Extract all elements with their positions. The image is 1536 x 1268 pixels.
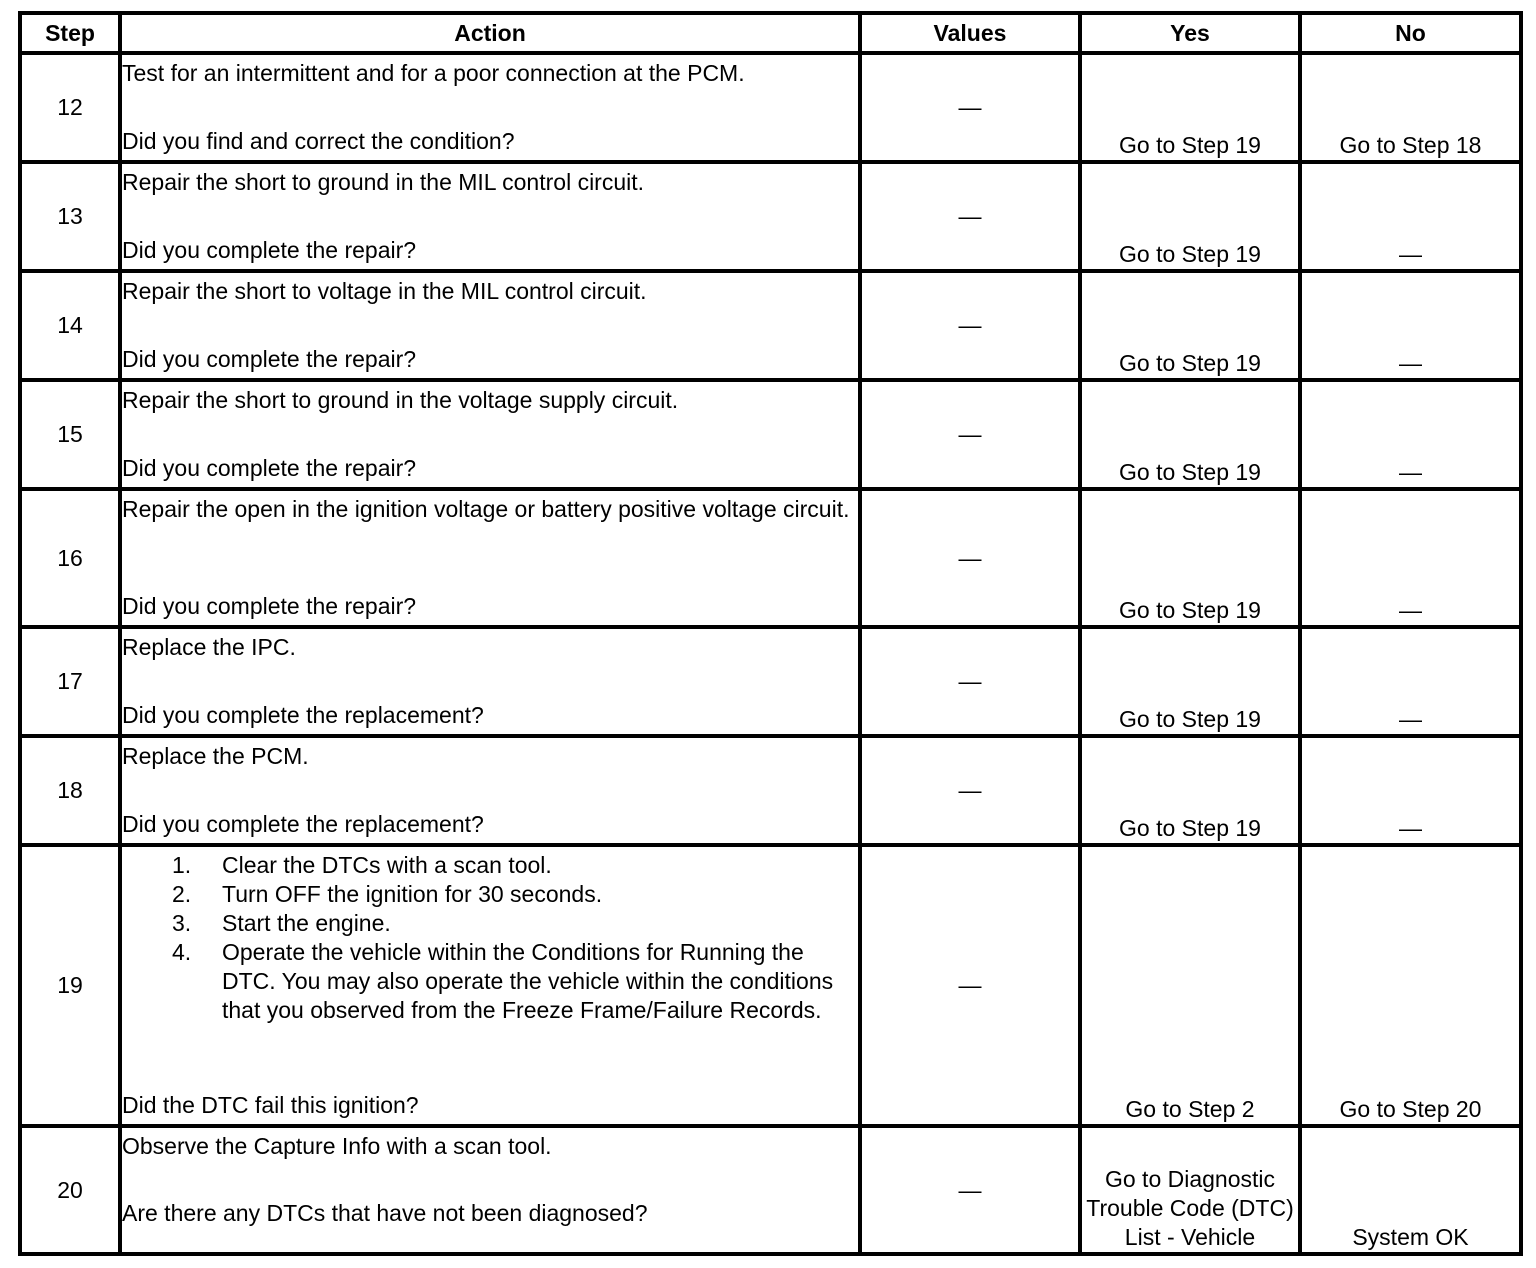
- no-cell: —: [1300, 162, 1521, 271]
- no-cell: Go to Step 18: [1300, 53, 1521, 162]
- step-number: 13: [20, 162, 120, 271]
- table-row: [20, 489, 1521, 627]
- values-cell: —: [860, 162, 1080, 271]
- list-item-text: Turn OFF the ignition for 30 seconds.: [222, 881, 603, 907]
- values-cell: —: [860, 845, 1080, 1126]
- list-item-text: Operate the vehicle within the Conditions for Running the DTC. You may also operate the vehicle within the conditions that you observed from the Freeze Frame/Failure Records.: [222, 939, 834, 1023]
- diagnostic-table: [18, 11, 1523, 1256]
- step-number: 14: [20, 271, 120, 380]
- yes-cell: Go to Step 19: [1080, 489, 1300, 627]
- action-question: Are there any DTCs that have not been diagnosed?: [122, 1200, 648, 1226]
- action-question: Did you complete the repair?: [122, 237, 417, 263]
- header-step: Step: [20, 13, 120, 53]
- action-cell: [120, 53, 860, 162]
- header-yes: Yes: [1080, 13, 1300, 53]
- action-cell: [120, 845, 860, 1126]
- action-text: Test for an intermittent and for a poor connection at the PCM.: [122, 60, 745, 86]
- no-cell: —: [1300, 736, 1521, 845]
- step-number: 20: [20, 1126, 120, 1254]
- action-cell: [120, 162, 860, 271]
- table-row: [20, 162, 1521, 271]
- values-cell: —: [860, 1126, 1080, 1254]
- table-row: [20, 627, 1521, 736]
- table-row: [20, 736, 1521, 845]
- yes-cell: Go to Step 19: [1080, 736, 1300, 845]
- list-item-number: 4.: [172, 939, 192, 965]
- action-cell: [120, 271, 860, 380]
- header-row: [20, 13, 1521, 53]
- values-cell: —: [860, 271, 1080, 380]
- action-text: Repair the short to ground in the MIL control circuit.: [122, 169, 645, 195]
- list-item: [172, 909, 858, 938]
- list-item: [172, 851, 858, 880]
- yes-cell: Go to Step 19: [1080, 380, 1300, 489]
- action-text: Repair the open in the ignition voltage or battery positive voltage circuit.: [122, 496, 850, 522]
- action-question: Did you complete the repair?: [122, 593, 417, 619]
- action-cell: [120, 736, 860, 845]
- action-text: Repair the short to ground in the voltage supply circuit.: [122, 387, 679, 413]
- header-no: No: [1300, 13, 1521, 53]
- no-cell: —: [1300, 627, 1521, 736]
- values-cell: —: [860, 53, 1080, 162]
- step-number: 17: [20, 627, 120, 736]
- action-text: Replace the IPC.: [122, 634, 296, 660]
- yes-cell: Go to Step 19: [1080, 53, 1300, 162]
- step-number: 19: [20, 845, 120, 1126]
- yes-cell: Go to Step 19: [1080, 162, 1300, 271]
- action-cell: [120, 380, 860, 489]
- table-row: [20, 271, 1521, 380]
- header-action: Action: [120, 13, 860, 53]
- table-row: [20, 845, 1521, 1126]
- step-number: 15: [20, 380, 120, 489]
- yes-cell: Go to Diagnostic Trouble Code (DTC) List - Vehicle: [1080, 1126, 1300, 1254]
- list-item-number: 2.: [172, 881, 192, 907]
- no-cell: —: [1300, 489, 1521, 627]
- action-question: Did you find and correct the condition?: [122, 128, 515, 154]
- action-question: Did you complete the replacement?: [122, 811, 484, 837]
- action-cell: [120, 627, 860, 736]
- action-text: Replace the PCM.: [122, 743, 309, 769]
- action-text: Repair the short to voltage in the MIL control circuit.: [122, 278, 647, 304]
- list-item-number: 3.: [172, 910, 192, 936]
- list-item-number: 1.: [172, 852, 192, 878]
- action-question: Did you complete the repair?: [122, 455, 417, 481]
- step-number: 12: [20, 53, 120, 162]
- table-row: [20, 380, 1521, 489]
- list-item: [172, 938, 858, 1025]
- action-cell: [120, 489, 860, 627]
- no-cell: —: [1300, 380, 1521, 489]
- yes-cell: Go to Step 19: [1080, 627, 1300, 736]
- values-cell: —: [860, 380, 1080, 489]
- values-cell: —: [860, 736, 1080, 845]
- table-row: [20, 1126, 1521, 1254]
- action-question: Did you complete the repair?: [122, 346, 417, 372]
- action-question: Did you complete the replacement?: [122, 702, 484, 728]
- list-item-text: Clear the DTCs with a scan tool.: [222, 852, 552, 878]
- action-cell: [120, 1126, 860, 1254]
- values-cell: —: [860, 489, 1080, 627]
- table-row: [20, 53, 1521, 162]
- action-question: Did the DTC fail this ignition?: [122, 1092, 419, 1118]
- no-cell: —: [1300, 271, 1521, 380]
- yes-cell: Go to Step 19: [1080, 271, 1300, 380]
- no-cell: Go to Step 20: [1300, 845, 1521, 1126]
- list-item: [172, 880, 858, 909]
- header-values: Values: [860, 13, 1080, 53]
- values-cell: —: [860, 627, 1080, 736]
- list-item-text: Start the engine.: [222, 910, 391, 936]
- no-cell: System OK: [1300, 1126, 1521, 1254]
- yes-cell: Go to Step 2: [1080, 845, 1300, 1126]
- procedure-list: [122, 851, 858, 1025]
- step-number: 16: [20, 489, 120, 627]
- step-number: 18: [20, 736, 120, 845]
- action-text: Observe the Capture Info with a scan tool.: [122, 1133, 552, 1159]
